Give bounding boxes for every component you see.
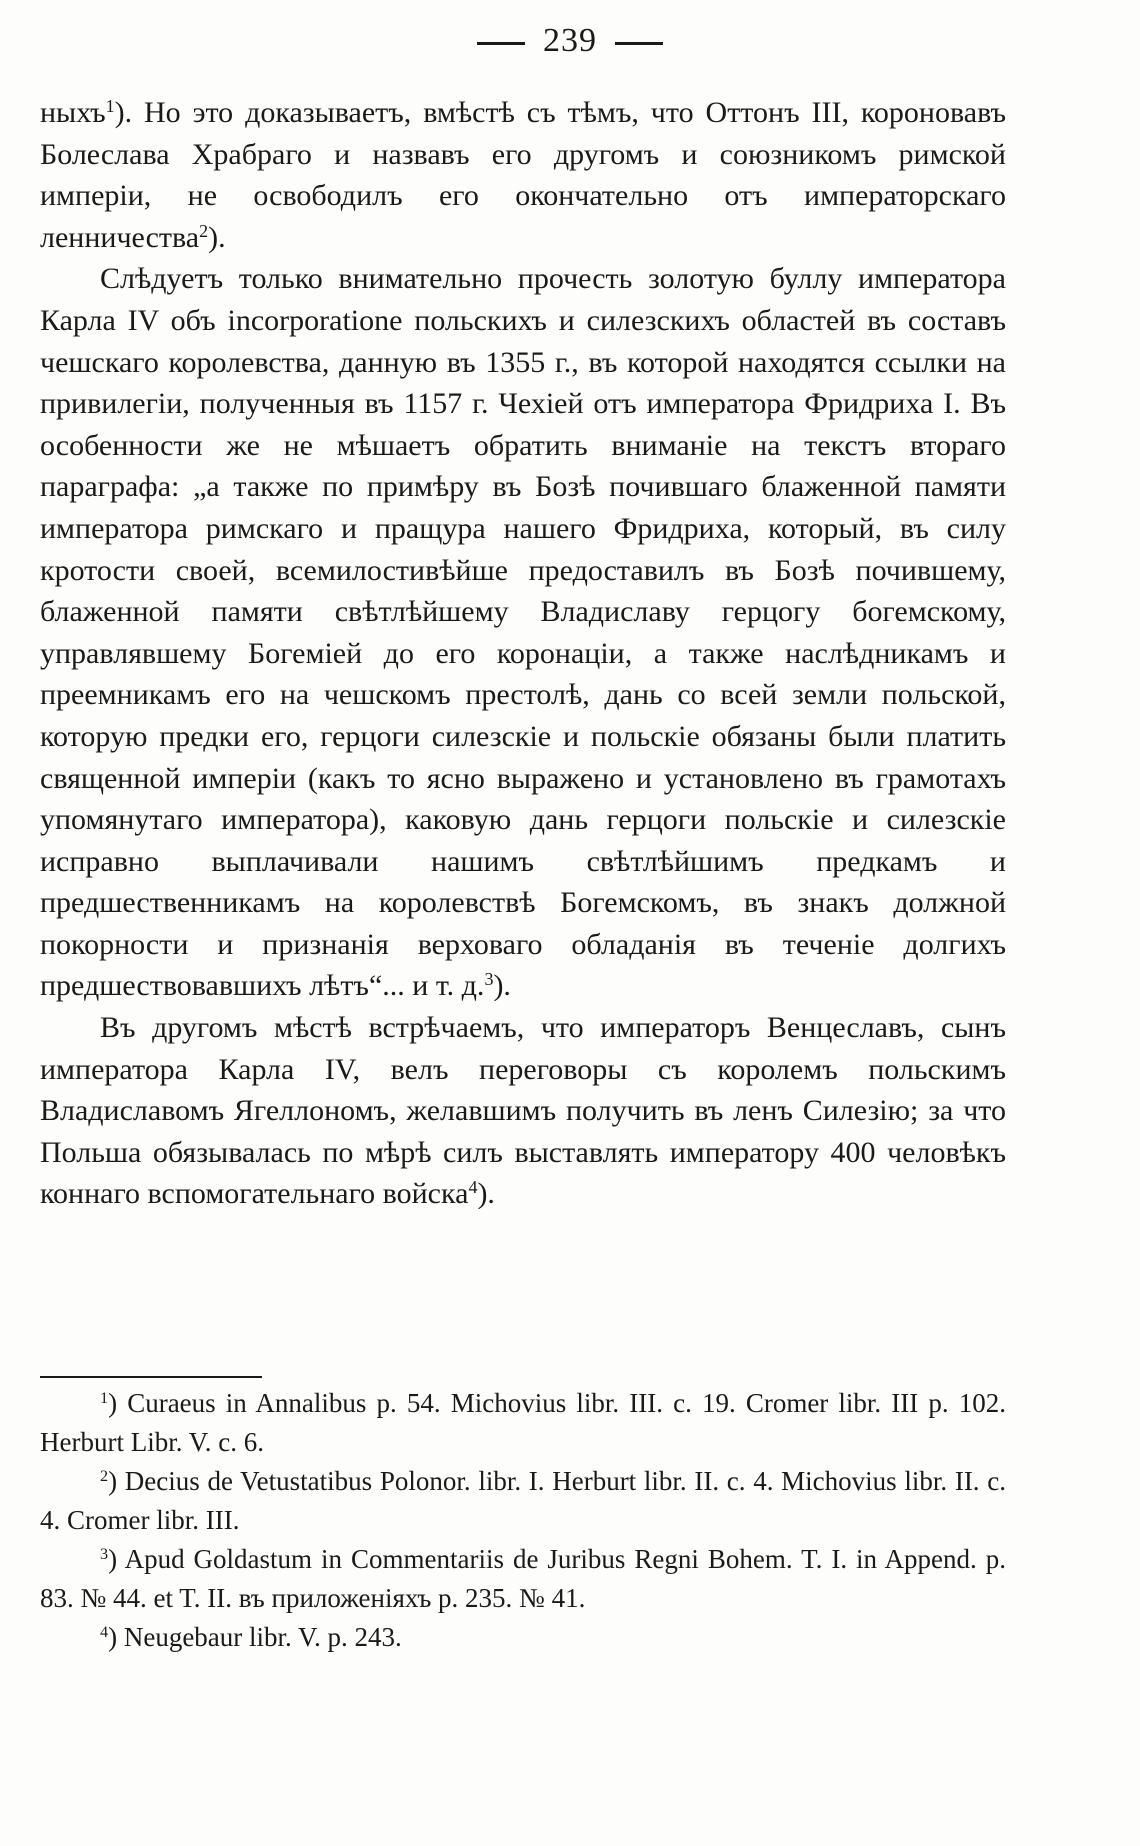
footnote-1-text: ) Curaeus in Annalibus p. 54. Michovius libr. III. c. 19. Cromer libr. III p. 102. Herburt Libr. V. c. 6. <box>40 1388 1006 1457</box>
footnote-2-text: ) Decius de Vetustatibus Polonor. libr. I. Herburt libr. II. c. 4. Michovius libr. II. c. 4. Cromer libr. III. <box>40 1466 1006 1535</box>
paragraph-3 <box>40 1007 1006 1215</box>
footnotes <box>40 1384 1006 1657</box>
paragraph-3-text: Въ другомъ мѣстѣ встрѣчаемъ, что императоръ Венцеславъ, сынъ императора Карла IV, велъ переговоры съ королемъ польскимъ Владиславомъ Ягеллономъ, желавшимъ получить въ ленъ Силезію; за что Польша обязывалась по мѣрѣ силъ выставлять императору 400 человѣкъ коннаго вспомогательнаго войска <box>40 1011 1006 1211</box>
page-header <box>0 22 1140 60</box>
footnote-ref-4: 4 <box>468 1177 478 1198</box>
header-dash-right <box>615 42 663 45</box>
main-text <box>40 92 1006 1215</box>
paragraph-1 <box>40 92 1006 258</box>
paragraph-2-end: ). <box>493 969 511 1003</box>
paragraph-2 <box>40 258 1006 1007</box>
footnote-ref-1: 1 <box>105 96 115 117</box>
paragraph-1-text: ныхъ <box>40 96 106 129</box>
paragraph-1-end: ). <box>208 220 226 254</box>
footnote-3-marker: 3 <box>100 1545 109 1564</box>
footnote-rule <box>40 1376 262 1378</box>
footnote-3-text: ) Apud Goldastum in Commentariis de Juribus Regni Bohem. T. I. in Append. p. 83. № 44. et T. II. въ приложеніяхъ p. 235. № 41. <box>40 1544 1006 1613</box>
paragraph-2-text: Слѣдуетъ только внимательно прочесть золотую буллу императора Карла IV объ incorporatione польскихъ и силезскихъ областей въ составъ чешскаго королевства, данную въ 1355 г., въ которой находятся ссылки на привилегіи, полученныя въ 1157 г. Чехіей отъ императора Фридриха I. Въ особенности же не мѣшаетъ обратить вниманіе на текстъ втораго параграфа: „а также по примѣру въ Бозѣ почившаго блаженной памяти императора римскаго и пращура нашего Фридриха, который, въ силу кротости своей, всемилостивѣйше предоставилъ въ Бозѣ почившему, блаженной памяти свѣтлѣйшему Владиславу герцогу богемскому, управлявшему Богеміей до его коронаціи, а также наслѣдникамъ и преемникамъ его на чешскомъ престолѣ, дань со всей земли польской, которую предки его, герцоги силезскіе и польскіе обязаны были платить священной имперіи (какъ то ясно выражено и установлено въ грамотахъ упомянутаго императора), каковую дань герцоги польскіе и силезскіе исправно выплачивали нашимъ свѣтлѣйшимъ предкамъ и предшественникамъ на королевствѣ Богемскомъ, въ знакъ должной покорности и признанія верховаго обладанія въ теченіе долгихъ предшествовавшихъ лѣтъ“... и т. д. <box>40 262 1006 1003</box>
page-number: 239 <box>543 22 597 59</box>
footnote-ref-2: 2 <box>199 220 209 241</box>
footnote-2-marker: 2 <box>100 1467 109 1486</box>
footnote-1 <box>40 1384 1006 1462</box>
footnote-1-marker: 1 <box>100 1389 109 1408</box>
footnote-3 <box>40 1540 1006 1618</box>
footnote-ref-3: 3 <box>484 969 494 990</box>
footnote-4-text: ) Neugebaur libr. V. p. 243. <box>108 1622 402 1652</box>
footnote-4-marker: 4 <box>100 1623 109 1642</box>
footnote-4 <box>40 1618 1006 1657</box>
paragraph-1-text-cont: ). Но это доказываетъ, вмѣстѣ съ тѣмъ, что Оттонъ III, короновавъ Болеслава Храбраго и назвавъ его другомъ и союзникомъ римской имперіи, не освободилъ его окончательно отъ императорскаго ленничества <box>40 96 1006 254</box>
header-dash-left <box>477 42 525 45</box>
footnote-2 <box>40 1462 1006 1540</box>
paragraph-3-end: ). <box>477 1177 495 1211</box>
